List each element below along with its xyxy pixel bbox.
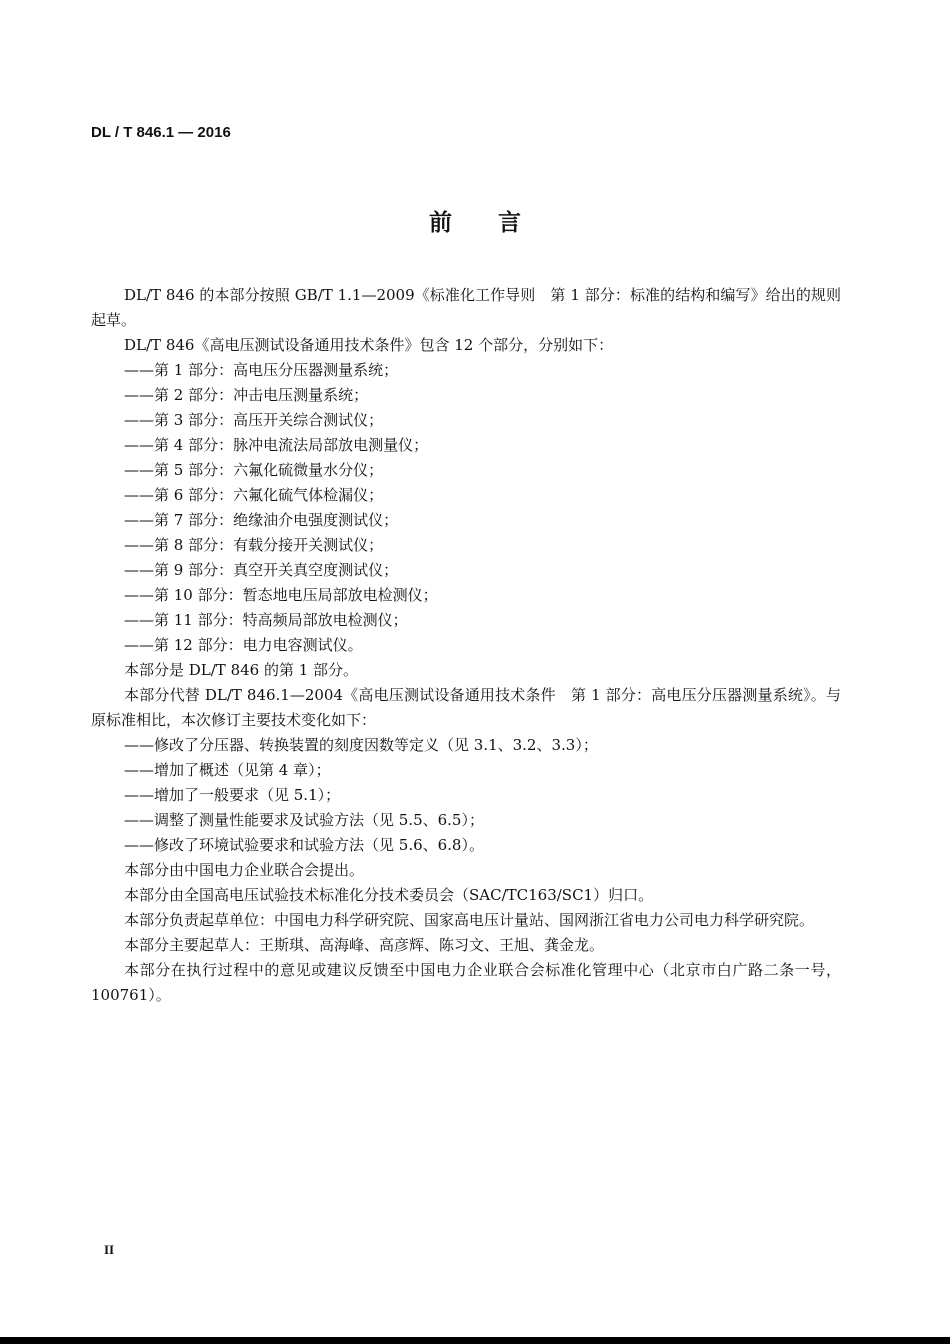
list-item: ——第 12 部分：电力电容测试仪。 [124, 636, 363, 654]
list-item: ——第 6 部分：六氟化硫气体检漏仪； [124, 486, 384, 504]
parts-list [91, 358, 841, 658]
bottom-edge-bar [0, 1337, 950, 1344]
list-item: ——增加了概述（见第 4 章）； [124, 761, 331, 779]
list-item: ——修改了分压器、转换装置的刻度因数等定义（见 3.1、3.2、3.3）； [124, 736, 598, 754]
list-item: ——第 5 部分：六氟化硫微量水分仪； [124, 461, 384, 479]
list-item: ——第 4 部分：脉冲电流法局部放电测量仪； [124, 436, 429, 454]
list-item: ——第 3 部分：高压开关综合测试仪； [124, 411, 384, 429]
paragraph-drafting-rules: DL/T 846 的本部分按照 GB/T 1.1—2009《标准化工作导则 第 1 部分：标准的结构和编写》给出的规则起草。 [91, 286, 841, 329]
paragraph-feedback: 本部分在执行过程中的意见或建议反馈至中国电力企业联合会标准化管理中心（北京市白广路二条一号，100761）。 [91, 961, 841, 1004]
foreword-body [91, 283, 841, 1008]
list-item: ——第 2 部分：冲击电压测量系统； [124, 386, 369, 404]
list-item: ——第 11 部分：特高频局部放电检测仪； [124, 611, 408, 629]
changes-list [91, 733, 841, 858]
paragraph-drafters: 本部分主要起草人：王斯琪、高海峰、高彦辉、陈习文、王旭、龚金龙。 [124, 936, 605, 954]
paragraph-replace-statement: 本部分代替 DL/T 846.1—2004《高电压测试设备通用技术条件 第 1 部分：高电压分压器测量系统》。与原标准相比，本次修订主要技术变化如下： [91, 686, 841, 729]
list-item: ——第 8 部分：有载分接开关测试仪； [124, 536, 384, 554]
list-item: ——第 9 部分：真空开关真空度测试仪； [124, 561, 399, 579]
paragraph-parts-intro: DL/T 846《高电压测试设备通用技术条件》包含 12 个部分，分别如下： [124, 336, 614, 354]
list-item: ——调整了测量性能要求及试验方法（见 5.5、6.5）； [124, 811, 484, 829]
list-item: ——第 1 部分：高电压分压器测量系统； [124, 361, 399, 379]
list-item: ——增加了一般要求（见 5.1）； [124, 786, 341, 804]
paragraph-committee: 本部分由全国高电压试验技术标准化分技术委员会（SAC/TC163/SC1）归口。 [124, 886, 654, 904]
page-title: 前 言 [429, 210, 521, 236]
list-item: ——第 10 部分：暂态地电压局部放电检测仪； [124, 586, 438, 604]
paragraph-proposer: 本部分由中国电力企业联合会提出。 [124, 861, 365, 879]
list-item: ——第 7 部分：绝缘油介电强度测试仪； [124, 511, 399, 529]
paragraph-part-statement: 本部分是 DL/T 846 的第 1 部分。 [124, 661, 359, 679]
paragraph-drafting-units: 本部分负责起草单位：中国电力科学研究院、国家高电压计量站、国网浙江省电力公司电力科学研究院。 [124, 911, 815, 929]
list-item: ——修改了环境试验要求和试验方法（见 5.6、6.8）。 [124, 836, 484, 854]
page-number: II [104, 1242, 115, 1257]
document-code-header: DL / T 846.1 — 2016 [91, 124, 231, 141]
